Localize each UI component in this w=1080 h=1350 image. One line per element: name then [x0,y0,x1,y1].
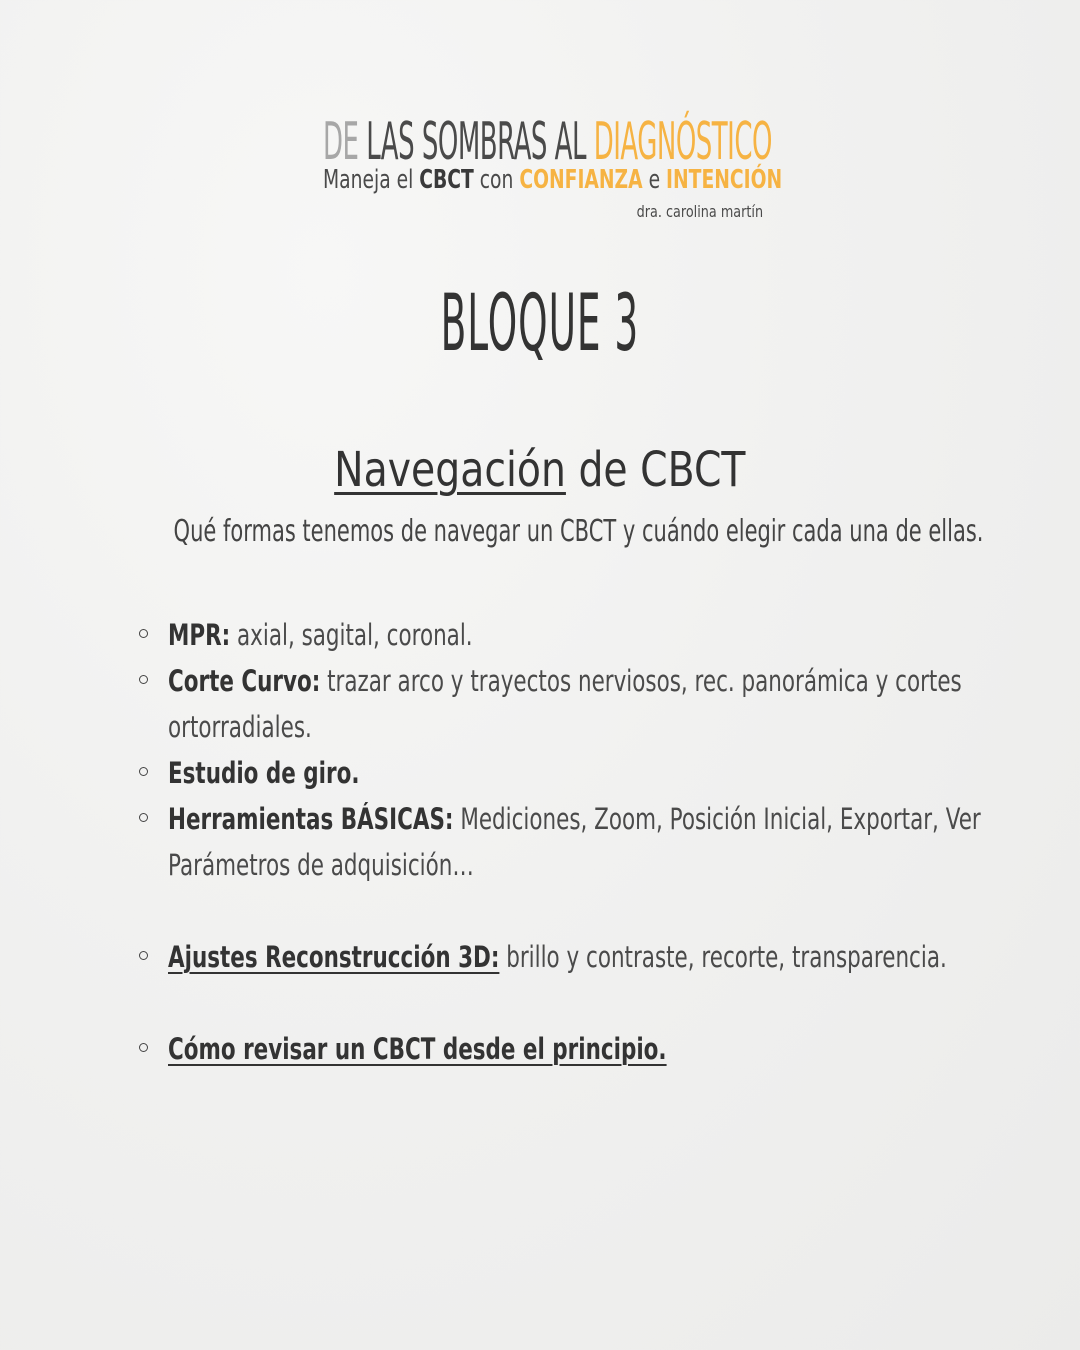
subtitle-intencion: INTENCIÓN [666,165,783,195]
subtitle-part3: e [648,165,661,195]
topic-label: Estudio de giro. [168,756,360,790]
list-item [136,934,996,980]
circle-bullet-icon [139,951,148,960]
section-description [0,512,1080,552]
list-item [136,612,996,658]
topic-text: axial, sagital, coronal. [230,618,473,652]
section-heading-rest: de CBCT [578,442,746,498]
author-name: dra. carolina martín [636,202,763,221]
circle-bullet-icon [139,675,148,684]
topic-label: Herramientas BÁSICAS: [168,802,454,836]
section-heading [0,440,1080,500]
logo-word-al: AL [554,112,586,172]
topic-label: MPR: [168,618,231,652]
topic-text: Mediciones, Zoom, Posición Inicial, Exportar, Ver Parámetros de adquisición… [168,802,981,882]
course-logo [323,110,783,221]
topic-label: Ajustes Reconstrucción 3D: [168,940,500,974]
logo-word-diagnostico: DIAGNÓSTICO [593,112,772,172]
circle-bullet-icon [139,767,148,776]
logo-word-de: DE [323,112,359,172]
logo-word-las: LAS [366,112,415,172]
logo-word-sombras: SOMBRAS [421,112,547,172]
list-item [136,658,996,750]
topic-text: brillo y contraste, recorte, transparencia. [499,940,947,974]
list-item [136,796,996,888]
topic-list [136,612,996,1072]
list-item [136,1026,996,1072]
subtitle-cbct: CBCT [419,165,474,195]
topic-text: trazar arco y trayectos nerviosos, rec. panorámica y cortes ortorradiales. [168,664,962,744]
block-title [0,279,1080,369]
block-title-text: BLOQUE 3 [440,279,640,369]
circle-bullet-icon [139,629,148,638]
section-heading-underlined: Navegación [334,442,567,498]
topic-label: Corte Curvo: [168,664,321,698]
list-item [136,750,996,796]
subtitle-part1: Maneja el [323,165,414,195]
circle-bullet-icon [139,1043,148,1052]
circle-bullet-icon [139,813,148,822]
subtitle-confianza: CONFIANZA [519,165,643,195]
subtitle-part2: con [479,165,514,195]
logo-subtitle [323,164,782,196]
topic-label: Cómo revisar un CBCT desde el principio. [168,1032,667,1066]
section-description-text: Qué formas tenemos de navegar un CBCT y cuándo elegir cada una de ellas. [173,514,984,549]
